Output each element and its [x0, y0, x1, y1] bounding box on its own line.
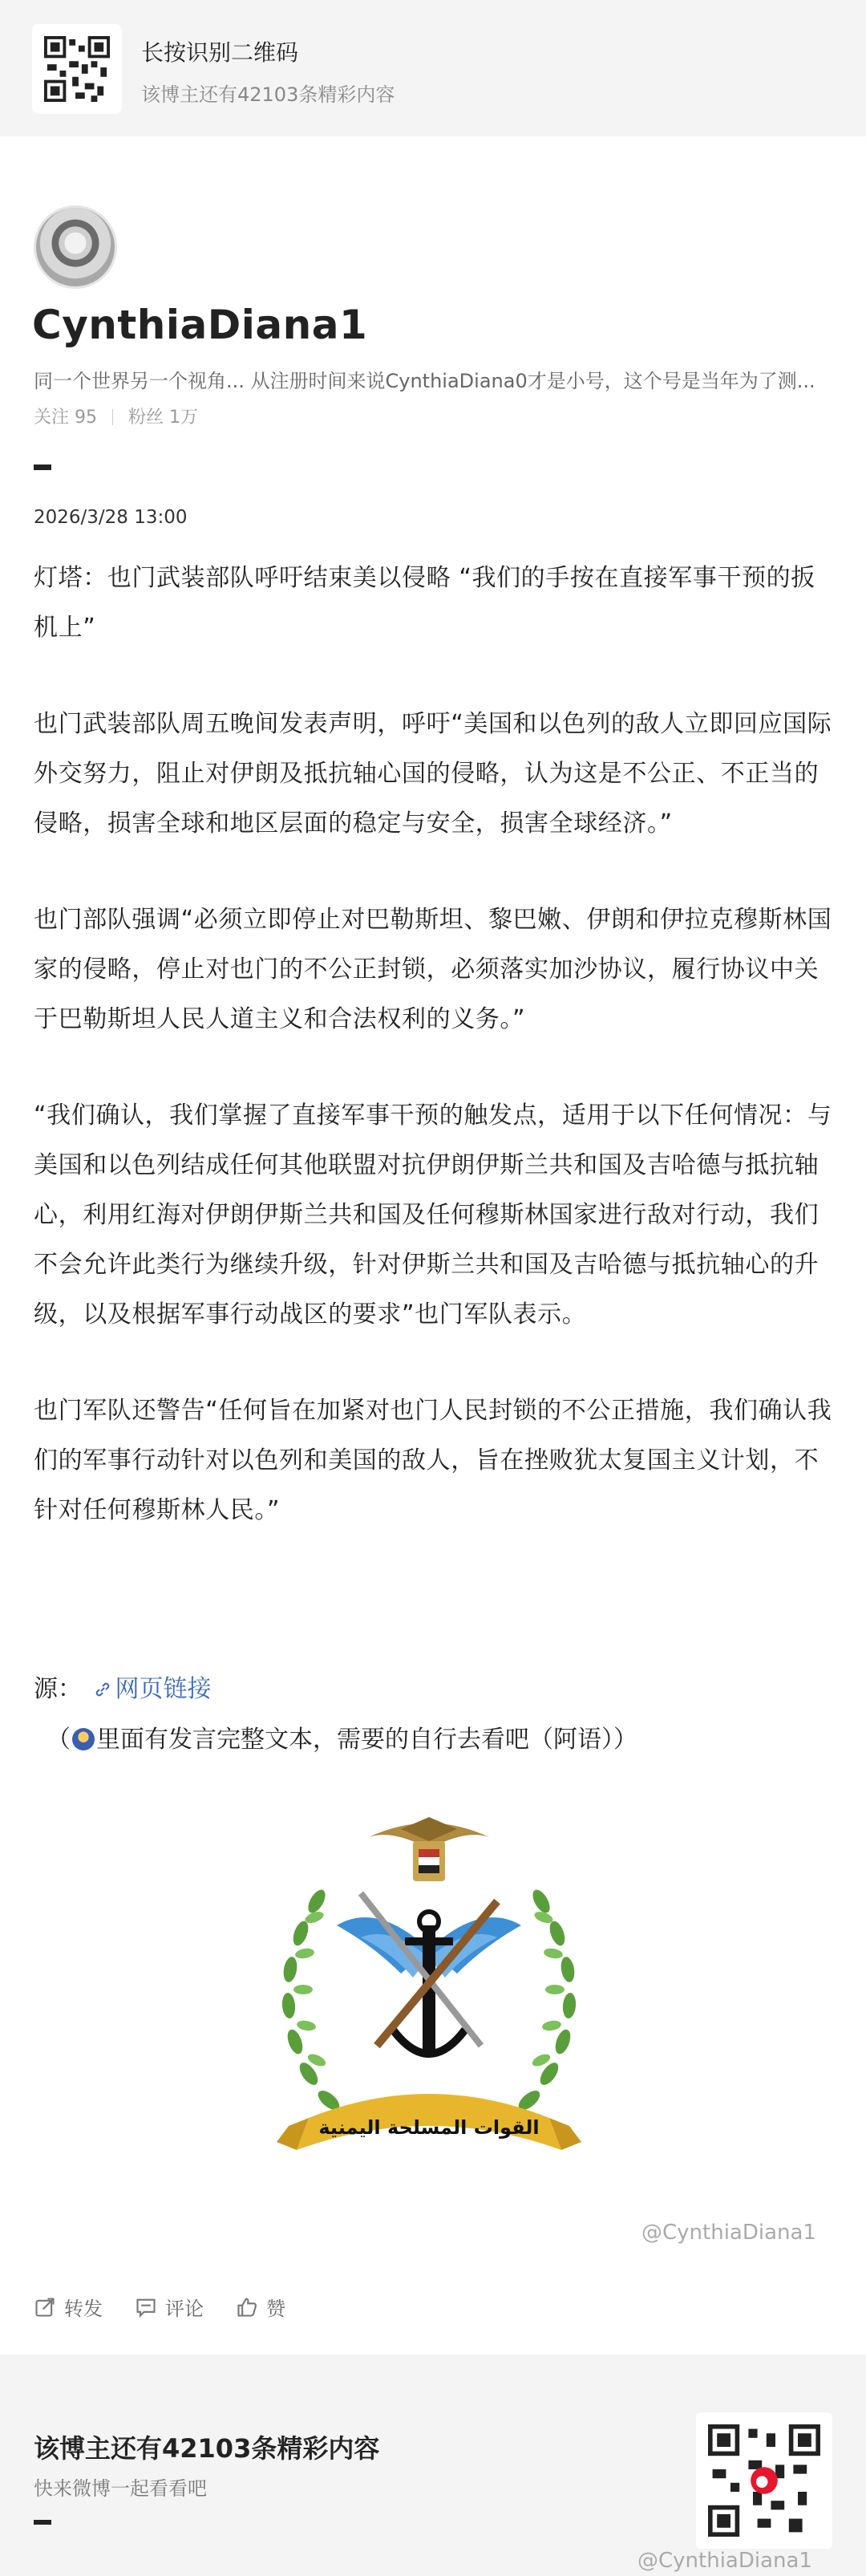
source-label: 源：	[34, 1675, 82, 1703]
profile-stats	[34, 404, 198, 428]
bottom-banner-subtitle: 快来微博一起看看吧	[34, 2477, 207, 2500]
post-image[interactable]	[241, 1805, 617, 2190]
bio: 同一个世界另一个视角... 从注册时间来说CynthiaDiana0才是小号，这个号是当年为了测...	[34, 370, 815, 392]
top-banner-title: 长按识别二维码	[141, 39, 299, 66]
followers-count[interactable]: 粉丝 1万	[128, 408, 198, 428]
bottom-qr-code[interactable]	[696, 2412, 832, 2549]
image-watermark: @CynthiaDiana1	[641, 2221, 816, 2245]
section-divider	[34, 464, 51, 470]
repost-icon	[34, 2296, 56, 2318]
post-paragraph: 也门军队还警告“任何旨在加紧对也门人民封锁的不公正措施，我们确认我们的军事行动针对以色列和美国的敌人，旨在挫败犹太复国主义计划，不针对任何穆斯林人民。”	[34, 1397, 832, 1524]
post-paragraph: “我们确认，我们掌握了直接军事干预的触发点，适用于以下任何情况：与美国和以色列结成任何其他联盟对抗伊朗伊斯兰共和国及吉哈德与抵抗轴心，利用红海对伊朗伊斯兰共和国及任何穆斯林国家进行敌对行动，我们不会允许此类行为继续升级，针对伊斯兰共和国及吉哈德与抵抗轴心的升级，以及根据军事行动战区的要求”也门军队表示。	[34, 1101, 832, 1329]
qr-code-icon	[708, 2424, 820, 2537]
source-line	[34, 1669, 212, 1704]
qr-code[interactable]	[32, 24, 122, 114]
post-paragraph: 灯塔：也门武装部队呼吁结束美以侵略 “我们的手按在直接军事干预的扳机上”	[34, 564, 815, 642]
web-link-label[interactable]: 网页链接	[115, 1675, 212, 1703]
thumbs-up-icon	[236, 2296, 258, 2318]
bottom-watermark: @CynthiaDiana1	[637, 2549, 812, 2573]
post-date: 2026/3/28 13:00	[34, 507, 188, 528]
note-line	[47, 1719, 637, 1755]
emblem-ribbon-text: القوات المسلحة اليمنية	[318, 2116, 540, 2139]
post-paragraph: 也门部队强调“必须立即停止对巴勒斯坦、黎巴嫩、伊朗和伊拉克穆斯林国家的侵略，停止对也门的不公正封锁，必须落实加沙协议，履行协议中关于巴勒斯坦人民人道主义和合法权利的义务。”	[34, 906, 832, 1033]
comment-icon	[135, 2296, 157, 2318]
repost-label: 转发	[64, 2298, 103, 2320]
bottom-divider	[34, 2520, 51, 2525]
emoji-icon	[72, 1728, 95, 1750]
like-button[interactable]	[236, 2293, 285, 2321]
following-count[interactable]: 关注 95	[34, 408, 97, 428]
top-qr-banner[interactable]	[0, 0, 866, 136]
comment-button[interactable]	[135, 2293, 204, 2321]
stats-divider	[112, 409, 113, 425]
comment-label: 评论	[165, 2298, 204, 2320]
web-link[interactable]	[90, 1675, 212, 1703]
qr-code-icon	[44, 36, 110, 102]
link-icon	[93, 1680, 112, 1699]
note-text: 里面有发言完整文本，需要的自行去看吧（阿语））	[96, 1726, 637, 1754]
note-open-paren: （	[47, 1726, 71, 1754]
username[interactable]: CynthiaDiana1	[32, 302, 368, 348]
post-body	[34, 554, 836, 1582]
top-banner-subtitle: 该博主还有42103条精彩内容	[141, 83, 395, 106]
action-bar	[34, 2293, 285, 2321]
post-paragraph: 也门武装部队周五晚间发表声明，呼吁“美国和以色列的敌人立即回应国际外交努力，阻止对伊朗及抵抗轴心国的侵略，认为这是不公正、不正当的侵略，损害全球和地区层面的稳定与安全，损害全球经济。”	[34, 710, 832, 838]
bottom-banner[interactable]	[0, 2355, 866, 2576]
bottom-banner-title: 该博主还有42103条精彩内容	[34, 2433, 380, 2464]
repost-button[interactable]	[34, 2293, 103, 2321]
avatar[interactable]	[34, 205, 117, 289]
yemen-armed-forces-emblem-icon	[241, 1805, 617, 2190]
like-label: 赞	[266, 2298, 285, 2320]
